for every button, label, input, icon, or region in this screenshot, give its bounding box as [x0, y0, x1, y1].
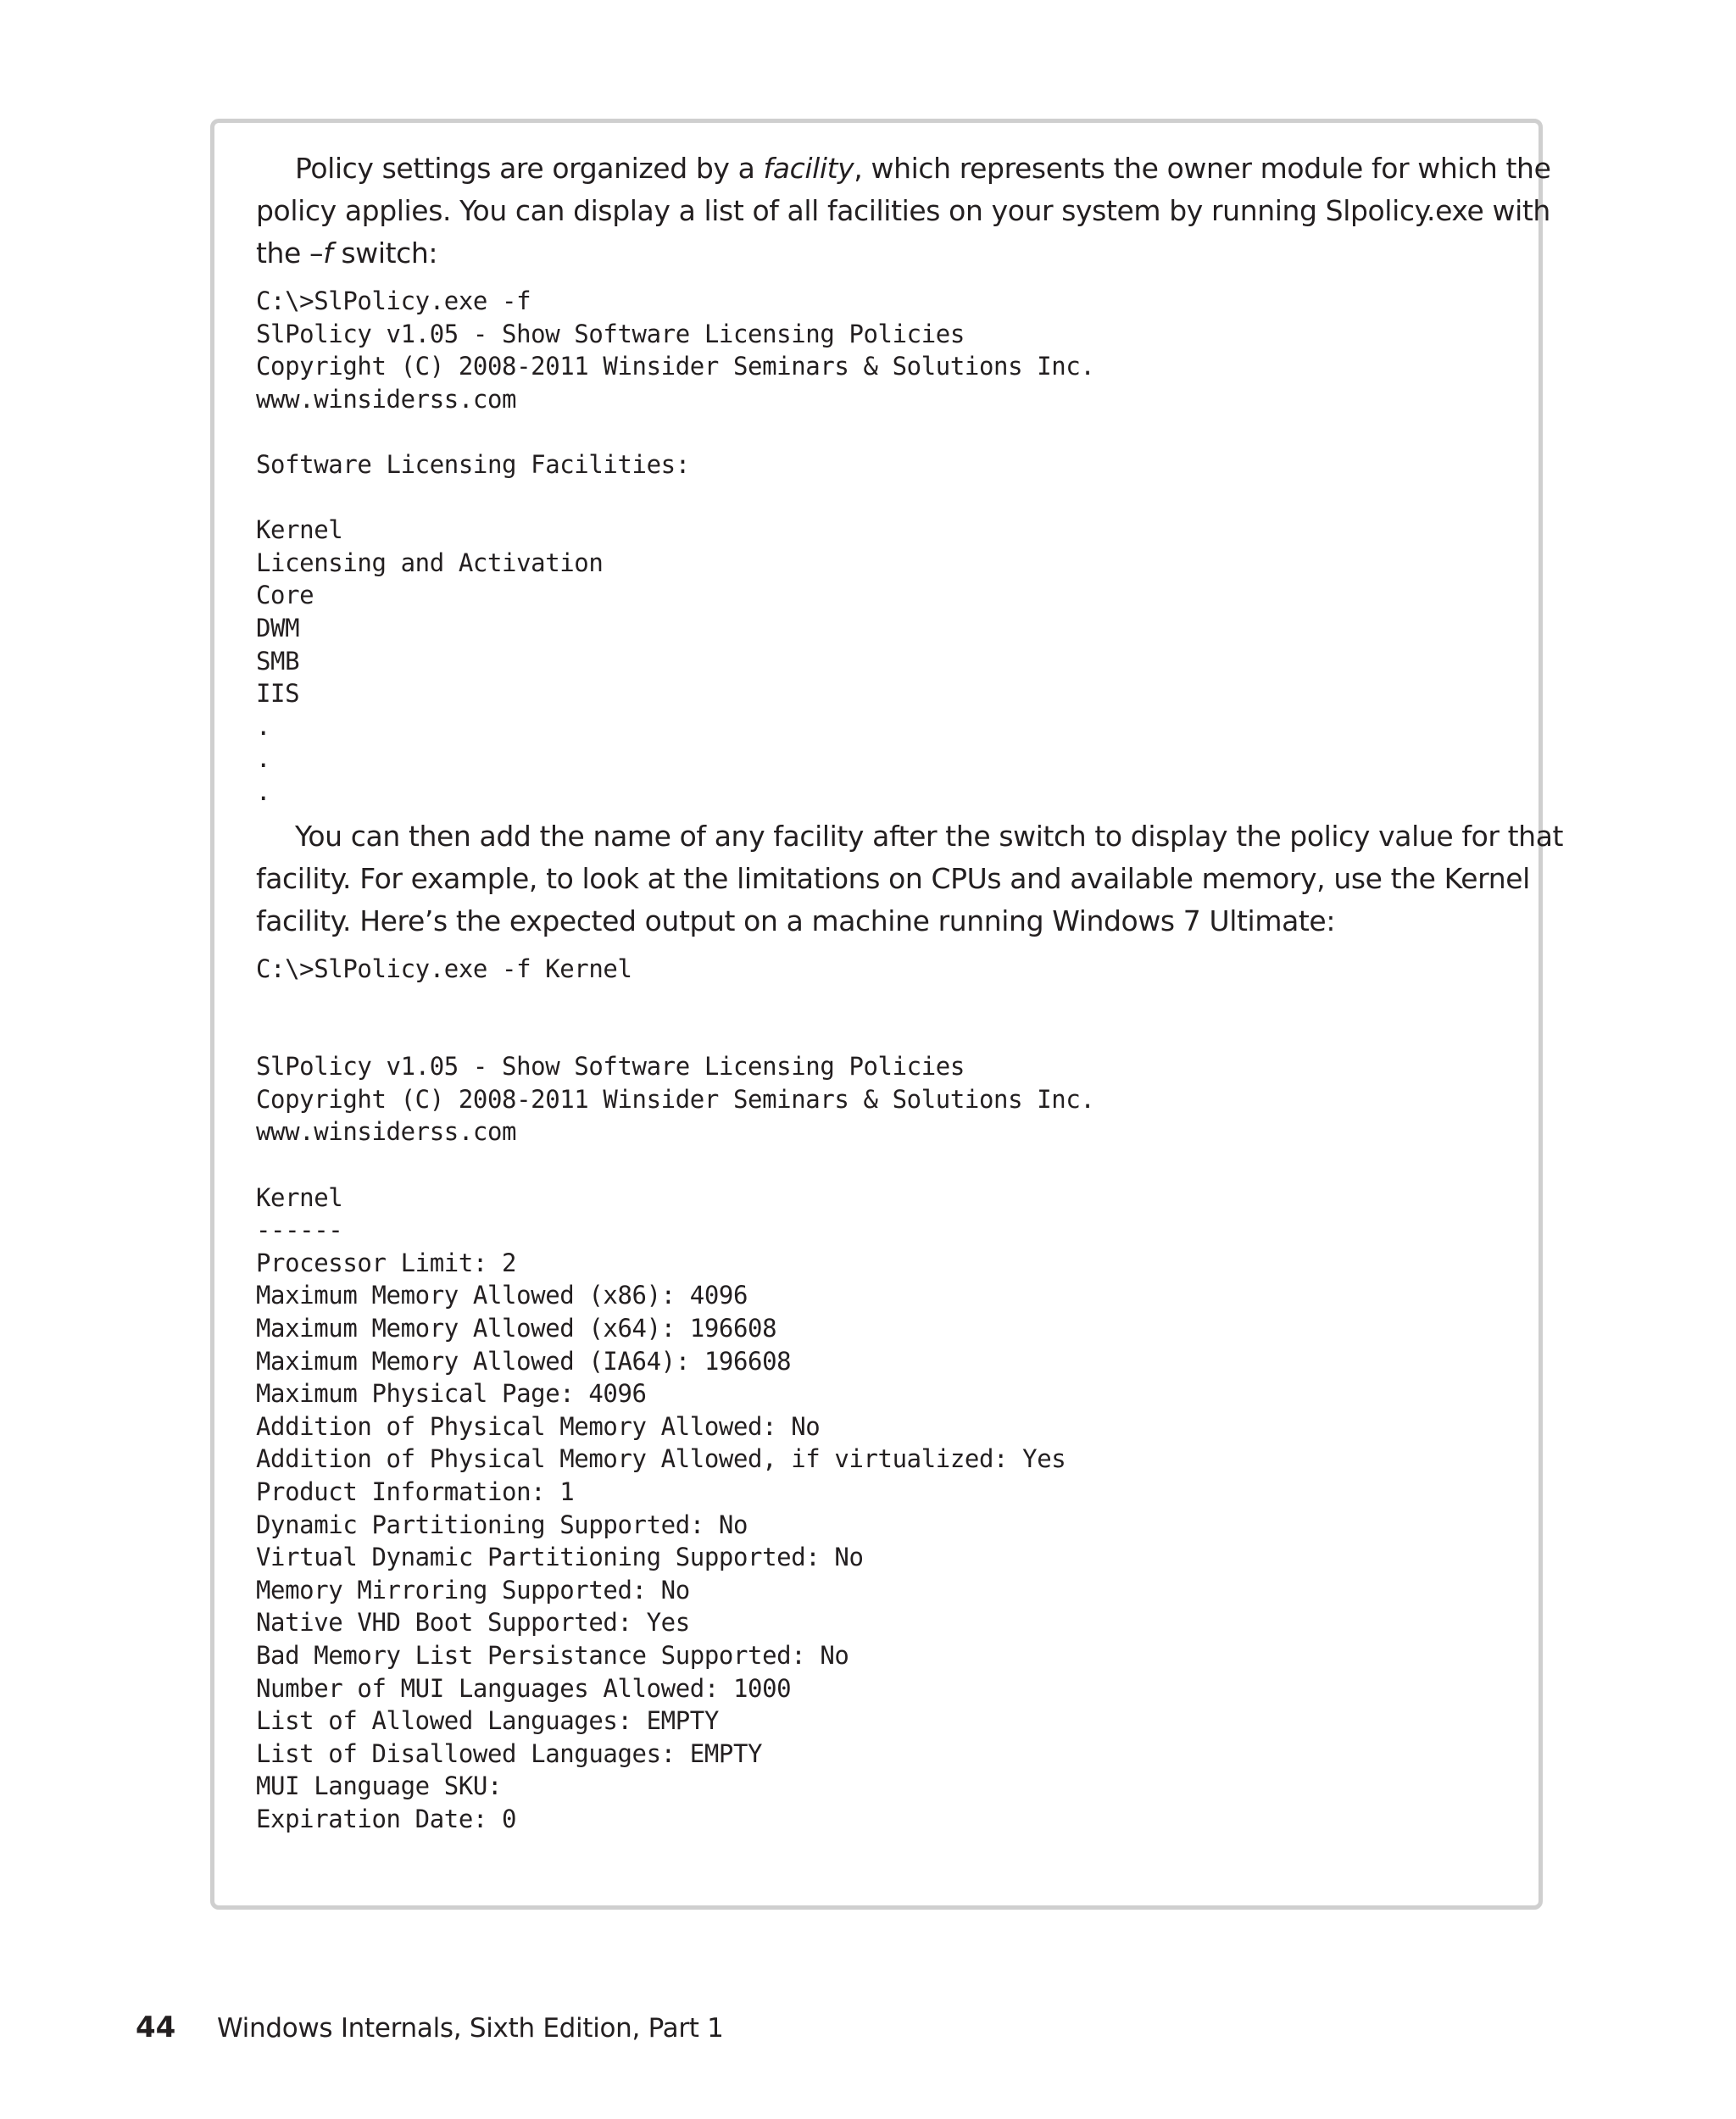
- page-footer: [136, 2011, 724, 2044]
- code-line: .: [256, 776, 271, 806]
- code-line: Addition of Physical Memory Allowed, if virtualized: Yes: [256, 1444, 1066, 1474]
- code-line: Memory Mirroring Supported: No: [256, 1575, 690, 1605]
- code-line: Maximum Memory Allowed (x86): 4096: [256, 1281, 748, 1310]
- code-line: Dynamic Partitioning Supported: No: [256, 1510, 748, 1539]
- code-line: [256, 985, 1511, 1018]
- code-line: [256, 1018, 1511, 1051]
- code-line: Expiration Date: 0: [256, 1804, 517, 1833]
- paragraph-line: facility. Here’s the expected output on a machine running Windows 7 Ultimate:: [256, 904, 1336, 937]
- italic-switch: f: [323, 236, 333, 270]
- code-line: Kernel: [256, 515, 343, 545]
- code-line: Licensing and Activation: [256, 548, 604, 577]
- code-line: [256, 1148, 1511, 1182]
- paragraph-line: facility. For example, to look at the limitations on CPUs and available memory, use the Kernel: [256, 861, 1530, 895]
- paragraph-line: [256, 232, 1511, 275]
- text-run: , which represents the owner module for which the: [854, 152, 1551, 185]
- code-line: .: [256, 744, 271, 774]
- sidebar-content: [256, 144, 1564, 1836]
- code-line: Core: [256, 581, 314, 610]
- code-line: SlPolicy v1.05 - Show Software Licensing Policies: [256, 319, 965, 348]
- code-line: Software Licensing Facilities:: [256, 449, 690, 479]
- code-line: ------: [256, 1215, 343, 1245]
- code-line: Maximum Physical Page: 4096: [256, 1379, 647, 1409]
- code-line: C:\>SlPolicy.exe -f Kernel: [256, 954, 632, 983]
- code-line: Product Information: 1: [256, 1477, 575, 1506]
- code-block-kernel-output: [256, 953, 1511, 1836]
- code-line: Kernel: [256, 1182, 343, 1212]
- code-line: Number of MUI Languages Allowed: 1000: [256, 1673, 792, 1703]
- code-line: www.winsiderss.com: [256, 1117, 517, 1147]
- code-line: Bad Memory List Persistance Supported: No: [256, 1640, 849, 1670]
- book-title: Windows Internals, Sixth Edition, Part 1: [217, 2013, 724, 2044]
- code-block-facilities: [256, 285, 1511, 809]
- paragraph-line: policy applies. You can display a list of all facilities on your system by running Slpolicy.exe with: [256, 194, 1550, 227]
- code-line: MUI Language SKU:: [256, 1771, 503, 1801]
- code-line: IIS: [256, 679, 300, 709]
- intro-paragraph: [256, 147, 1551, 275]
- text-run: the –: [256, 236, 324, 270]
- code-line: Copyright (C) 2008-2011 Winsider Seminars & Solutions Inc.: [256, 352, 1095, 381]
- paragraph-line: You can then add the name of any facility after the switch to display the policy value for that: [295, 819, 1564, 853]
- italic-term: facility: [763, 152, 854, 185]
- code-line: Processor Limit: 2: [256, 1248, 517, 1277]
- text-run: switch:: [332, 236, 438, 270]
- code-line: SlPolicy v1.05 - Show Software Licensing Policies: [256, 1052, 965, 1082]
- code-line: [256, 415, 1511, 448]
- code-line: C:\>SlPolicy.exe -f: [256, 286, 531, 315]
- code-line: Native VHD Boot Supported: Yes: [256, 1608, 690, 1638]
- code-line: List of Disallowed Languages: EMPTY: [256, 1738, 763, 1768]
- code-line: www.winsiderss.com: [256, 384, 517, 414]
- code-line: Virtual Dynamic Partitioning Supported: No: [256, 1543, 864, 1572]
- code-line: Maximum Memory Allowed (x64): 196608: [256, 1314, 777, 1343]
- explanation-paragraph: [256, 815, 1564, 943]
- page-number: 44: [136, 2011, 176, 2044]
- code-line: Copyright (C) 2008-2011 Winsider Seminars & Solutions Inc.: [256, 1084, 1095, 1114]
- paragraph-line: [256, 147, 1551, 190]
- text-run: Policy settings are organized by a: [295, 152, 764, 185]
- code-line: SMB: [256, 646, 300, 676]
- code-line: .: [256, 711, 271, 741]
- code-line: DWM: [256, 613, 300, 642]
- code-line: List of Allowed Languages: EMPTY: [256, 1706, 719, 1736]
- code-line: Addition of Physical Memory Allowed: No: [256, 1411, 821, 1441]
- code-line: [256, 481, 1511, 514]
- code-line: Maximum Memory Allowed (IA64): 196608: [256, 1346, 792, 1376]
